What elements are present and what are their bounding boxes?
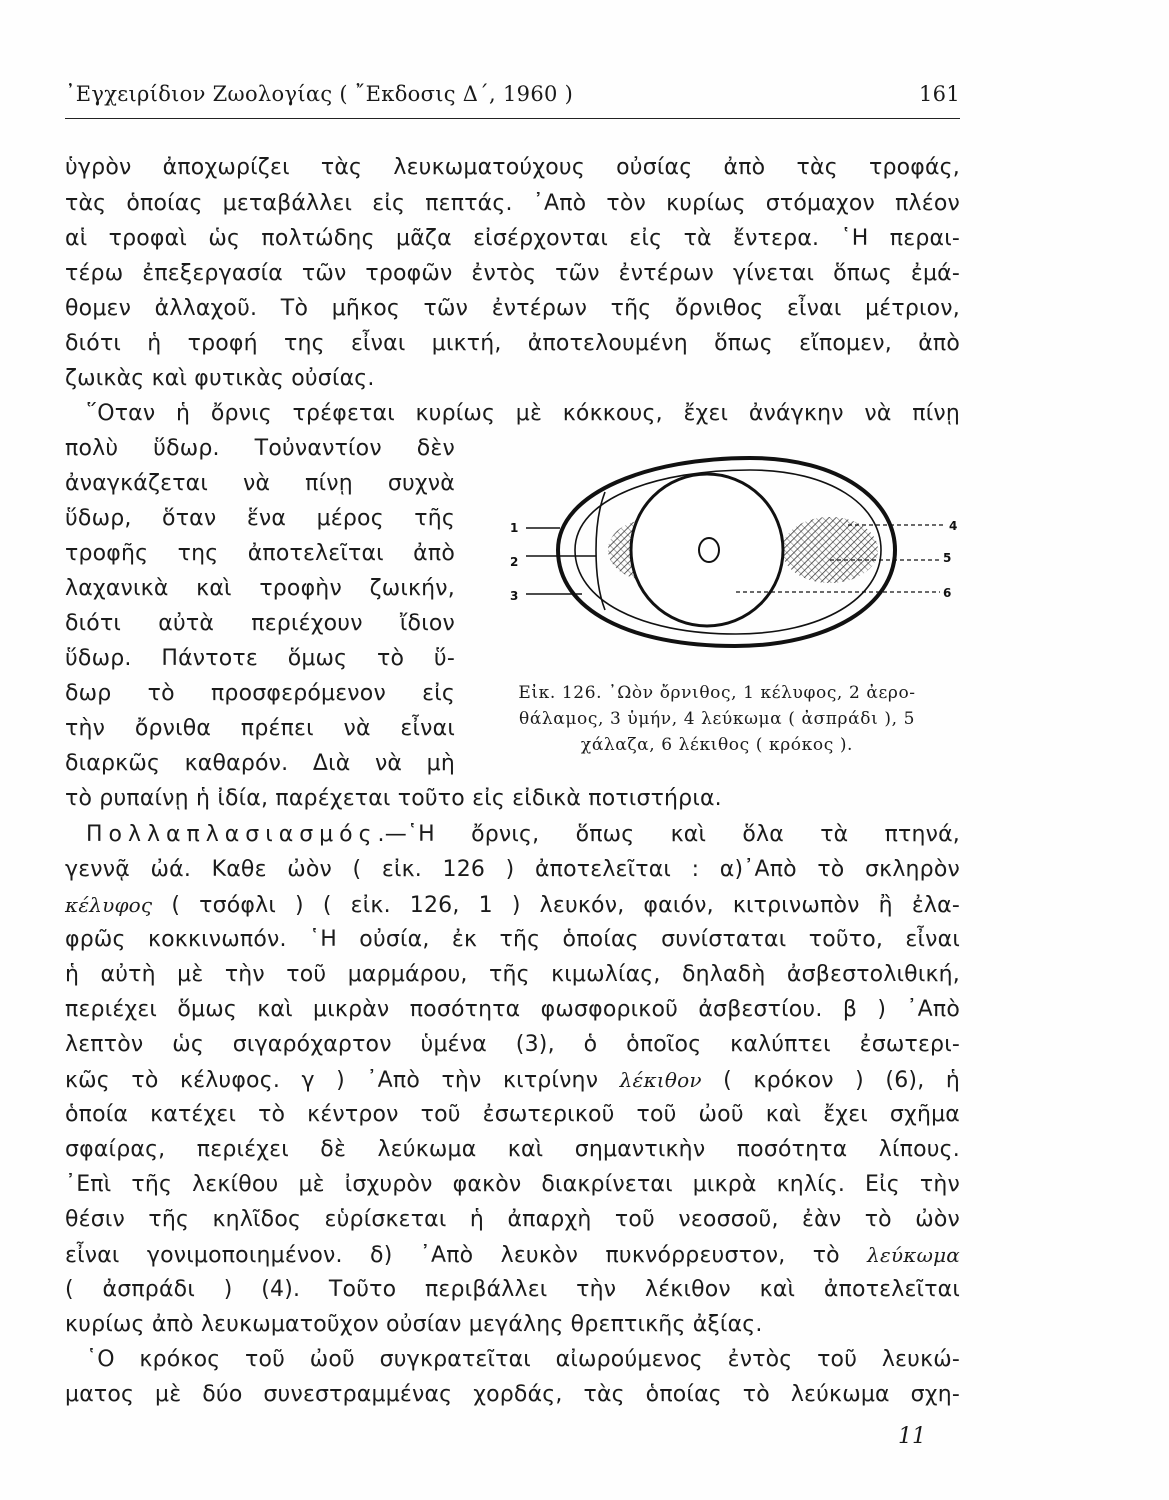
text-line: γεννᾷ ὠά. Καθε ὠὸν ( εἰκ. 126 ) ἀποτελεῖται : α)᾿Απὸ τὸ σκληρὸν (65, 857, 960, 882)
text-line: φρῶς κοκκινωπόν. ῾Η οὐσία, ἐκ τῆς ὁποίας συνίσταται τοῦτο, εἶναι (65, 927, 960, 952)
text-line: τὸ ρυπαίνῃ ἡ ἰδία, παρέχεται τοῦτο εἰς εἰδικὰ ποτιστήρια. (65, 786, 722, 811)
italic-term: κέλυφος (65, 893, 153, 917)
label-4: 4 (949, 519, 958, 533)
text-line: ῾Ο κρόκος τοῦ ὠοῦ συγκρατεῖται αἰωρούμενος ἐντὸς τοῦ λευκώ- (86, 1347, 960, 1372)
air-chamber (596, 492, 605, 610)
text-line: κῶς τὸ κέλυφος. γ ) ᾿Απὸ τὴν κιτρίνην λέκιθον ( κρόκον ) (6), ἡ (65, 1068, 961, 1093)
text-line: ἡ αὐτὴ μὲ τὴν τοῦ μαρμάρου, τῆς κιμωλίας, δηλαδὴ ἀσβεστολιθική, (65, 962, 960, 987)
text-line: τὴν ὄρνιθα πρέπει νὰ εἶναι (65, 716, 455, 741)
italic-term: λεύκωμα (867, 1243, 960, 1267)
text-line: ῞Οταν ἡ ὄρνις τρέφεται κυρίως μὲ κόκκους, ἔχει ἀνάγκην νὰ πίνῃ (86, 401, 960, 426)
book-title: ᾿Εγχειρίδιον Ζωολογίας ( ῎Εκδοσις Δ΄, 1960 ) (65, 82, 574, 106)
label-3: 3 (510, 589, 519, 603)
label-2: 2 (510, 555, 519, 569)
header-rule (65, 118, 960, 119)
text-line: σφαίρας, περιέχει δὲ λεύκωμα καὶ σημαντικὴν ποσότητα λίπους. (65, 1137, 960, 1162)
text-line: δωρ τὸ προσφερόμενον εἰς (65, 681, 455, 706)
text-line: αἱ τροφαὶ ὡς πολτώδης μᾶζα εἰσέρχονται εἰς τὰ ἔντερα. ῾Η περαι- (65, 226, 960, 251)
text-line: ( ἀσπράδι ) (4). Τοῦτο περιβάλλει τὴν λέκιθον καὶ ἀποτελεῖται (65, 1277, 960, 1302)
egg-diagram (500, 450, 960, 670)
section-heading: Πολλαπλασιασμός (86, 822, 378, 847)
text-line: λεπτὸν ὡς σιγαρόχαρτον ὑμένα (3), ὁ ὁποῖος καλύπτει ἐσωτερι- (65, 1032, 960, 1057)
text-line: ἀναγκάζεται νὰ πίνῃ συχνὰ (65, 471, 455, 496)
text-line: ὑγρὸν ἀποχωρίζει τὰς λευκωματούχους οὐσίας ἀπὸ τὰς τροφάς, (65, 155, 960, 180)
text-line: κέλυφος ( τσόφλι ) ( εἰκ. 126, 1 ) λευκόν, φαιόν, κιτρινωπὸν ἢ ἐλα- (65, 893, 960, 918)
italic-term: λέκιθον (619, 1068, 702, 1092)
text-line: τέρω ἐπεξεργασία τῶν τροφῶν ἐντὸς τῶν ἐντέρων γίνεται ὅπως ἐμά- (65, 261, 960, 286)
label-6: 6 (943, 586, 952, 600)
text-line: ὕδωρ, ὅταν ἕνα μέρος τῆς (65, 506, 455, 531)
caption-line: χάλαζα, 6 λέκιθος ( κρόκος ). (580, 735, 854, 755)
text-line: διαρκῶς καθαρόν. Διὰ νὰ μὴ (65, 751, 455, 776)
text-line: ζωικὰς καὶ φυτικὰς οὐσίας. (65, 366, 375, 391)
text-line: λαχανικὰ καὶ τροφὴν ζωικήν, (65, 576, 455, 601)
text-line: ὕδωρ. Πάντοτε ὅμως τὸ ὕ- (65, 646, 455, 671)
text-line: εἶναι γονιμοποιημένον. δ) ᾿Απὸ λευκὸν πυκνόρρευστον, τὸ λεύκωμα (65, 1243, 960, 1268)
text-line: ὁποία κατέχει τὸ κέντρον τοῦ ἐσωτερικοῦ τοῦ ὠοῦ καὶ ἔχει σχῆμα (65, 1102, 960, 1127)
text-line: θομεν ἀλλαχοῦ. Τὸ μῆκος τῶν ἐντέρων τῆς ὄρνιθος εἶναι μέτριον, (65, 296, 960, 321)
text-line: διότι αὐτὰ περιέχουν ἴδιον (65, 611, 455, 636)
caption-line: θάλαμος, 3 ὑμήν, 4 λεύκωμα ( ἀσπράδι ), 5 (519, 709, 915, 729)
text-line: τὰς ὁποίας μεταβάλλει εἰς πεπτάς. ᾿Απὸ τὸν κυρίως στόμαχον πλέον (65, 191, 960, 216)
text-line: ᾿Επὶ τῆς λεκίθου μὲ ἰσχυρὸν φακὸν διακρίνεται μικρὰ κηλίς. Εἰς τὴν (65, 1172, 960, 1197)
text-line: κυρίως ἀπὸ λευκωματοῦχον οὐσίαν μεγάλης θρεπτικῆς ἀξίας. (65, 1312, 763, 1337)
label-5: 5 (943, 551, 952, 565)
figure-caption (472, 680, 962, 758)
running-head (65, 82, 960, 114)
signature-mark: 11 (898, 1424, 926, 1449)
text-line: τροφῆς της ἀποτελεῖται ἀπὸ (65, 541, 455, 566)
germinal-disc (699, 538, 719, 562)
caption-line: Εἰκ. 126. ᾿Ωὸν ὄρνιθος, 1 κέλυφος, 2 ἀερο- (518, 683, 916, 703)
page-number: 161 (919, 82, 960, 106)
text-line: πολὺ ὕδωρ. Τοὐναντίον δὲν (65, 436, 455, 461)
text-line: ματος μὲ δύο συνεστραμμένας χορδάς, τὰς ὁποίας τὸ λεύκωμα σχη- (65, 1382, 960, 1407)
text-line: διότι ἡ τροφή της εἶναι μικτή, ἀποτελουμένη ὅπως εἴπομεν, ἀπὸ (65, 331, 960, 356)
label-1: 1 (510, 521, 519, 535)
text-line: περιέχει ὅμως καὶ μικρὰν ποσότητα φωσφορικοῦ ἀσβεστίου. β ) ᾿Απὸ (65, 997, 960, 1022)
text-line: Πολλαπλασιασμός.—῾Η ὄρνις, ὅπως καὶ ὅλα τὰ πτηνά, (86, 822, 960, 847)
text-line: θέσιν τῆς κηλῖδος εὑρίσκεται ἡ ἀπαρχὴ τοῦ νεοσσοῦ, ἐὰν τὸ ὠὸν (65, 1207, 960, 1232)
